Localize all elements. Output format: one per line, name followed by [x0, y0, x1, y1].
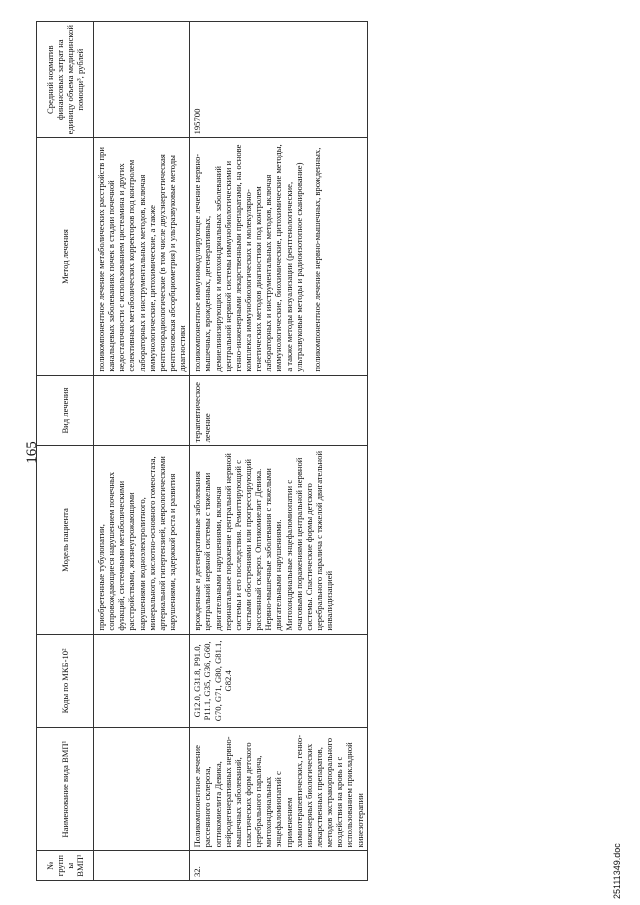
- cell-codes: G12.0, G31.8, P91.0, P11.1, G35, G36, G60, G70, G71, G80, G81.1, G82.4: [190, 634, 367, 728]
- cell-cost: 195700: [190, 22, 367, 138]
- cell-group-no: 32.: [190, 851, 367, 881]
- table-row: [94, 22, 190, 881]
- cell-treatment-type: [94, 375, 190, 446]
- vmp-table: [36, 21, 368, 881]
- cell-method: [190, 138, 367, 375]
- cell-vmp-name: Поликомпонентное лечение рассеянного склероза, оптикомиелита Девика, нейродегенеративных нервно-мышечных заболеваний, спастических форм детского церебрального паралича, митохондриальных энцефаломиопатий с применением химиотерапевтических, генно-инженерных биологических лекарственных препаратов, методов экстракорпорального воздействия на кровь и с использованием прикладной кинезотерапии: [190, 728, 367, 851]
- header-treatment-method: Метод лечения: [37, 138, 94, 375]
- method-text-1: поликомпонентное иммуномодулирующее лечение нервно-мышечных, врожденных, дегенеративных, демиелинизирующих и митохондриальных заболеваний центральной нервной системы иммунобиологическими и генно-инженерными лекарственными препаратами, на основе комплекса иммунобиологических и молекулярно-генетических методов диагностики под контролем лабораторных и инструментальных методов, включая иммунологические, биохимические, цитохимические методы, а также методы визуализации (рентгенологические, ультразвуковые методы и радиоизотопное сканирование): [192, 144, 304, 372]
- table-row: [190, 22, 367, 881]
- table-header-row: [37, 22, 94, 881]
- cell-cost: [94, 22, 190, 138]
- header-group-no: № группы ВМП¹: [37, 851, 94, 881]
- cell-vmp-name: [94, 728, 190, 851]
- page-number: 165: [24, 441, 40, 464]
- cell-patient-model: приобретенные тубулопатии, сопровождающиеся нарушением почечных функций, системными метаболическими расстройствами, жизнеугрожающими нарушениями водноэлектролитного, минерального, кислотно-основного гомеостаза, артериальной гипертензией, неврологическими нарушениями, задержкой роста и развития: [94, 446, 190, 634]
- cell-codes: [94, 634, 190, 728]
- header-patient-model: Модель пациента: [37, 446, 94, 634]
- method-text-2: поликомпонентное лечение нервно-мышечных, врожденных,: [311, 147, 322, 372]
- cell-group-no: [94, 851, 190, 881]
- cell-method: поликомпонентное лечение метаболических расстройств при канальцевых заболеваниях почек в стадии почечной недостаточности с использованием цистеамина и других селективных метаболических корректоров под контролем лабораторных и инструментальных методов, включая иммунологические, цитохимические, а также рентгенорадиологические (в том числе двухэнергетическая рентгеновская абсорбциометрия) и ультразвуковые методы диагностики: [94, 138, 190, 375]
- header-vmp-name: Наименование вида ВМП¹: [37, 728, 94, 851]
- cell-treatment-type: терапевтическое лечение: [190, 375, 367, 446]
- header-treatment-type: Вид лечения: [37, 375, 94, 446]
- header-cost-norm: Средний норматив финансовых затрат на единицу объема медицинской помощи³, рублей: [37, 22, 94, 138]
- document-filename: 25111349.doc: [612, 843, 622, 899]
- cell-patient-model: врожденные и дегенеративные заболевания центральной нервной системы с тяжелыми двигательными нарушениями, включая перинатальное поражение центральной нервной системы и его последствия. Ремиттирующий с частыми обострениями или прогрессирующий рассеянный склероз. Оптикомиелит Девика. Нервно-мышечные заболевания с тяжелыми двигательными нарушениями. Митохондриальные энцефаломиопатии с очаговыми поражениями центральной нервной системы. Спастические формы детского церебрального паралича с тяжелой двигательной инвалидизацией: [190, 446, 367, 634]
- header-icd-codes: Коды по МКБ-10²: [37, 634, 94, 728]
